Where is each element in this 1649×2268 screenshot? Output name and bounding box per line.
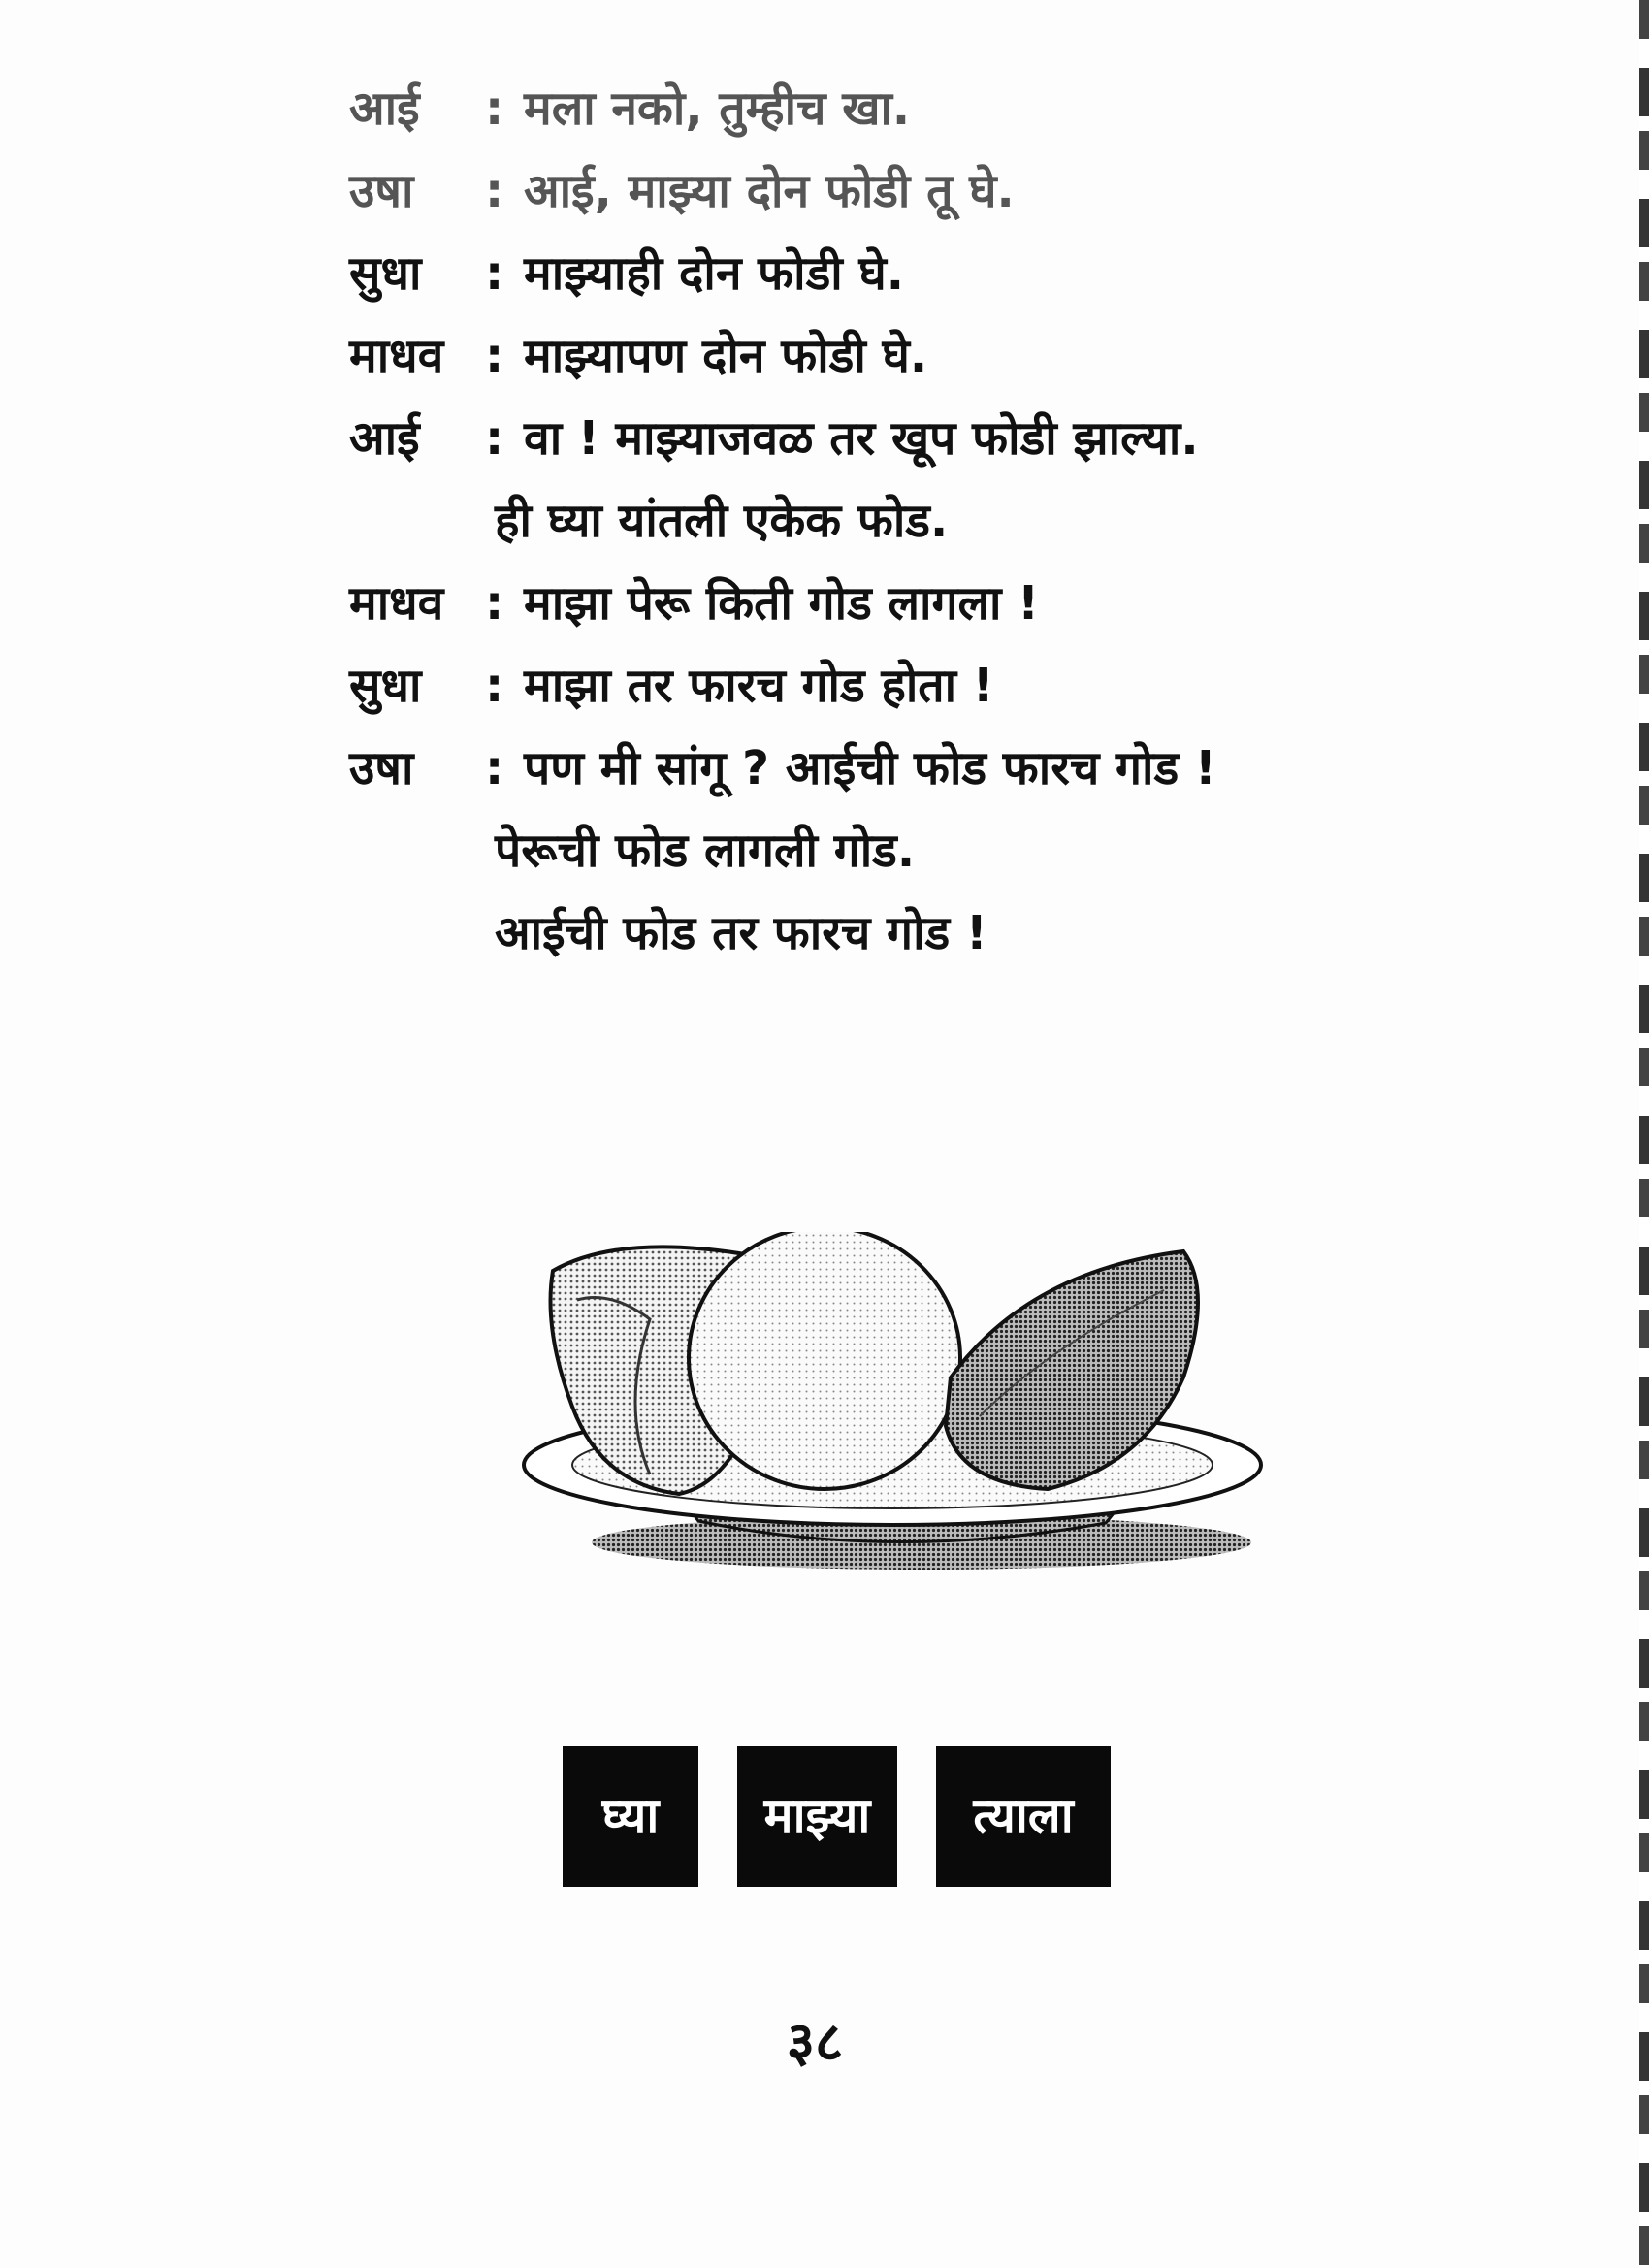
speaker-name: माधव [349, 576, 444, 631]
colon-separator: : [485, 164, 504, 218]
speech-text: वा ! माझ्याजवळ तर खूप फोडी झाल्या. [524, 411, 1199, 466]
dialogue-line [349, 398, 1368, 480]
speaker-name: माधव [349, 329, 444, 383]
dialogue-line [349, 728, 1368, 810]
speech-text: पण मी सांगू ? आईची फोड फारच गोड ! [524, 741, 1216, 795]
dialogue-line [349, 315, 1368, 398]
colon-separator: : [485, 411, 504, 466]
speaker-name: सुधा [349, 246, 422, 301]
dialogue-continuation [349, 480, 1368, 563]
colon-separator: : [485, 81, 504, 136]
scan-edge [1639, 0, 1649, 2268]
dialogue-continuation [349, 810, 1368, 892]
colon-separator: : [485, 329, 504, 383]
speech-text: आई, माझ्या दोन फोडी तू घे. [524, 164, 1015, 218]
speech-text: आईची फोड तर फारच गोड ! [495, 906, 987, 960]
page-number: ३८ [786, 2011, 844, 2074]
dialogue-line [349, 233, 1368, 315]
word-card: त्याला [936, 1746, 1111, 1887]
word-cards [563, 1746, 1145, 1892]
speech-text: पेरूची फोड लागली गोड. [495, 824, 916, 878]
word-card: माझ्या [737, 1746, 897, 1887]
dialogue-continuation [349, 892, 1368, 975]
speech-text: ही घ्या यांतली एकेक फोड. [495, 494, 949, 548]
guava-whole [689, 1232, 960, 1489]
fruit-plate-drawing [504, 1232, 1280, 1581]
dialogue-block [349, 68, 1368, 975]
speech-text: माझा तर फारच गोड होता ! [524, 659, 994, 713]
speech-text: माझ्याही दोन फोडी घे. [524, 246, 905, 301]
speech-text: माझा पेरू किती गोड लागला ! [524, 576, 1040, 631]
speaker-name: आई [349, 411, 420, 466]
colon-separator: : [485, 246, 504, 301]
dialogue-line [349, 68, 1368, 150]
speech-text: माझ्यापण दोन फोडी घे. [524, 329, 928, 383]
dialogue-line [349, 645, 1368, 728]
speaker-name: उषा [349, 741, 414, 795]
speech-text: मला नको, तुम्हीच खा. [524, 81, 911, 136]
dialogue-line [349, 150, 1368, 233]
word-card: घ्या [563, 1746, 698, 1887]
colon-separator: : [485, 659, 504, 713]
colon-separator: : [485, 741, 504, 795]
speaker-name: उषा [349, 164, 414, 218]
fruit-plate-illustration [504, 1232, 1280, 1581]
colon-separator: : [485, 576, 504, 631]
speaker-name: सुधा [349, 659, 422, 713]
dialogue-line [349, 563, 1368, 645]
speaker-name: आई [349, 81, 420, 136]
